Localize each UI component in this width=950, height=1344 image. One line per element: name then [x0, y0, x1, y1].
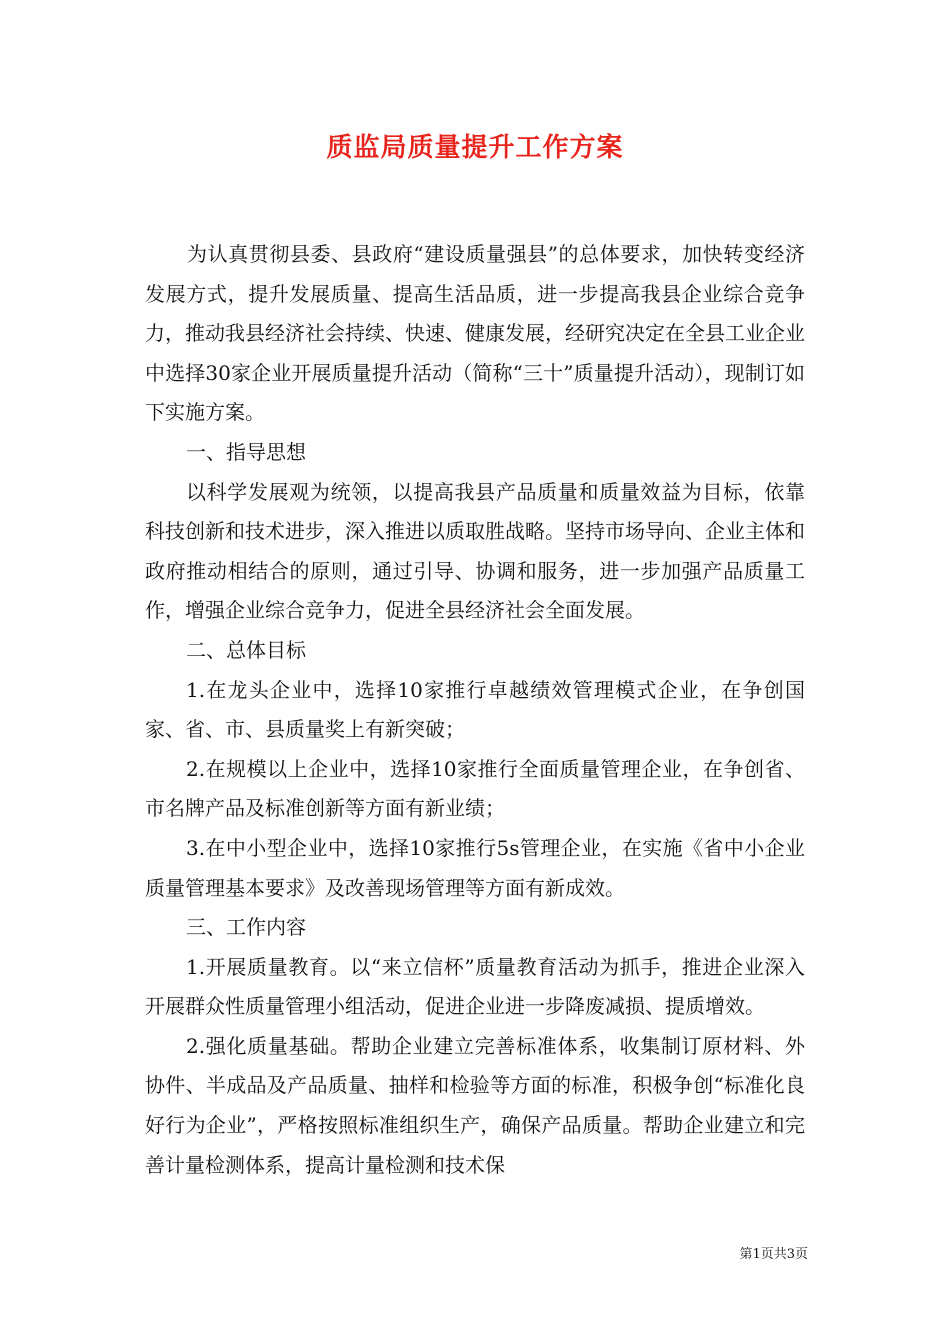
heading-overall-goal: 二、总体目标	[186, 637, 306, 662]
paragraph-intro: 为认真贯彻县委、县政府“建设质量强县”的总体要求，加快转变经济发展方式，提升发展质量、提高生活品质，进一步提高我县企业综合竞争力，推动我县经济社会持续、快速、健康发展，经研究决定在全县工业企业中选择30家企业开展质量提升活动（简称“三十”质量提升活动），现制订如下实施方案。	[145, 242, 805, 425]
goal-item-2: 2.在规模以上企业中，选择10家推行全面质量管理企业，在争创省、市名牌产品及标准创新等方面有新业绩；	[145, 756, 805, 821]
document-body	[145, 235, 805, 1185]
heading-guiding-thought: 一、指导思想	[186, 439, 306, 464]
goal-item-3: 3.在中小型企业中，选择10家推行5s管理企业，在实施《省中小企业质量管理基本要求》及改善现场管理等方面有新成效。	[145, 835, 805, 900]
work-item-1: 1.开展质量教育。以“来立信杯”质量教育活动为抓手，推进企业深入开展群众性质量管理小组活动，促进企业进一步降废减损、提质增效。	[145, 954, 805, 1019]
page-number-footer: 第1页共3页	[739, 1247, 808, 1262]
heading-work-content: 三、工作内容	[186, 915, 306, 940]
document-title: 质监局质量提升工作方案	[326, 133, 624, 163]
goal-item-1: 1.在龙头企业中，选择10家推行卓越绩效管理模式企业，在争创国家、省、市、县质量奖上有新突破；	[145, 677, 805, 742]
work-item-2: 2.强化质量基础。帮助企业建立完善标准体系，收集制订原材料、外协件、半成品及产品质量、抽样和检验等方面的标准，积极争创“标准化良好行为企业”，严格按照标准组织生产，确保产品质量。帮助企业建立和完善计量检测体系，提高计量检测和技术保	[145, 1033, 805, 1177]
paragraph-guiding-thought: 以科学发展观为统领，以提高我县产品质量和质量效益为目标，依靠科技创新和技术进步，深入推进以质取胜战略。坚持市场导向、企业主体和政府推动相结合的原则，通过引导、协调和服务，进一步加强产品质量工作，增强企业综合竞争力，促进全县经济社会全面发展。	[145, 479, 805, 623]
